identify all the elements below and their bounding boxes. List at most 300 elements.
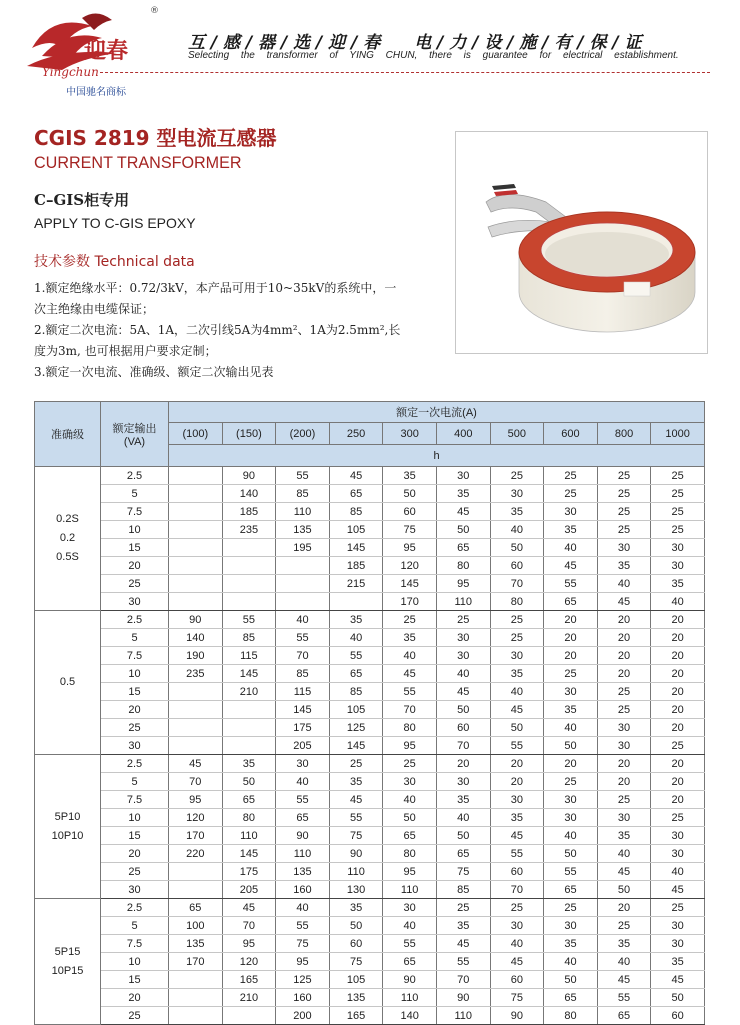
value-cell: 70 bbox=[222, 917, 276, 935]
value-cell: 20 bbox=[597, 647, 651, 665]
value-cell bbox=[169, 719, 223, 737]
value-cell: 25 bbox=[544, 899, 598, 917]
value-cell: 110 bbox=[276, 845, 330, 863]
value-cell: 185 bbox=[222, 503, 276, 521]
table-row bbox=[35, 1007, 705, 1025]
value-cell: 55 bbox=[276, 629, 330, 647]
value-cell bbox=[169, 863, 223, 881]
brand-subtitle: 中国驰名商标 bbox=[66, 87, 126, 98]
value-cell: 20 bbox=[544, 755, 598, 773]
value-cell: 35 bbox=[597, 935, 651, 953]
table-row bbox=[35, 935, 705, 953]
value-cell: 85 bbox=[436, 881, 490, 899]
value-cell: 25 bbox=[597, 683, 651, 701]
header-unit-h: h bbox=[169, 445, 705, 467]
value-cell: 40 bbox=[276, 899, 330, 917]
value-cell: 45 bbox=[383, 665, 437, 683]
value-cell: 55 bbox=[222, 611, 276, 629]
value-cell: 90 bbox=[329, 845, 383, 863]
value-cell: 135 bbox=[169, 935, 223, 953]
value-cell: 30 bbox=[276, 755, 330, 773]
value-cell: 110 bbox=[383, 881, 437, 899]
value-cell bbox=[169, 539, 223, 557]
value-cell: 50 bbox=[544, 971, 598, 989]
table-row bbox=[35, 971, 705, 989]
accuracy-class-cell bbox=[35, 611, 101, 755]
table-row bbox=[35, 647, 705, 665]
accuracy-class-label: 0.5S bbox=[56, 551, 79, 563]
table-row bbox=[35, 611, 705, 629]
value-cell: 85 bbox=[329, 683, 383, 701]
value-cell: 90 bbox=[222, 467, 276, 485]
value-cell: 105 bbox=[329, 521, 383, 539]
value-cell: 60 bbox=[329, 935, 383, 953]
value-cell: 60 bbox=[490, 863, 544, 881]
table-row bbox=[35, 773, 705, 791]
slogan-chinese: 互 / 感 / 器 / 选 / 迎 / 春 电 / 力 / 设 / 施 / 有 / 保 / 证 bbox=[188, 33, 642, 53]
value-cell: 35 bbox=[436, 485, 490, 503]
value-cell: 160 bbox=[276, 989, 330, 1007]
value-cell: 70 bbox=[490, 881, 544, 899]
value-cell: 100 bbox=[169, 917, 223, 935]
rated-output-cell: 25 bbox=[101, 575, 169, 593]
value-cell bbox=[169, 575, 223, 593]
value-cell: 175 bbox=[222, 863, 276, 881]
value-cell: 30 bbox=[651, 827, 705, 845]
value-cell: 65 bbox=[222, 791, 276, 809]
value-cell: 55 bbox=[329, 647, 383, 665]
value-cell: 35 bbox=[383, 467, 437, 485]
value-cell: 65 bbox=[436, 539, 490, 557]
value-cell: 40 bbox=[383, 791, 437, 809]
value-cell: 35 bbox=[436, 917, 490, 935]
value-cell: 45 bbox=[544, 557, 598, 575]
value-cell bbox=[169, 701, 223, 719]
value-cell: 145 bbox=[329, 539, 383, 557]
accuracy-class-label: 5P15 bbox=[54, 945, 81, 958]
value-cell: 170 bbox=[169, 953, 223, 971]
value-cell: 135 bbox=[329, 989, 383, 1007]
value-cell: 25 bbox=[436, 611, 490, 629]
brand-mark-text: 迎春 bbox=[84, 39, 129, 64]
value-cell: 30 bbox=[436, 773, 490, 791]
value-cell: 30 bbox=[597, 809, 651, 827]
value-cell: 35 bbox=[544, 701, 598, 719]
value-cell: 20 bbox=[597, 899, 651, 917]
rated-output-cell: 30 bbox=[101, 737, 169, 755]
value-cell: 25 bbox=[597, 791, 651, 809]
value-cell: 20 bbox=[651, 791, 705, 809]
value-cell: 110 bbox=[436, 593, 490, 611]
value-cell: 20 bbox=[651, 755, 705, 773]
value-cell: 170 bbox=[169, 827, 223, 845]
rated-output-cell: 15 bbox=[101, 971, 169, 989]
table-row bbox=[35, 629, 705, 647]
technical-data-heading: 技术参数 Technical data bbox=[34, 254, 195, 270]
value-cell: 35 bbox=[329, 899, 383, 917]
value-cell: 210 bbox=[222, 989, 276, 1007]
registered-mark: ® bbox=[150, 6, 159, 16]
value-cell: 25 bbox=[544, 665, 598, 683]
value-cell: 20 bbox=[597, 755, 651, 773]
value-cell: 165 bbox=[329, 1007, 383, 1025]
value-cell: 35 bbox=[383, 629, 437, 647]
value-cell: 140 bbox=[383, 1007, 437, 1025]
value-cell: 50 bbox=[544, 845, 598, 863]
header-rated-output-unit: (VA) bbox=[123, 436, 146, 448]
table-row bbox=[35, 827, 705, 845]
slogan-english: Selecting the transformer of YING CHUN, there is guarantee for electrical establishment. bbox=[188, 50, 679, 61]
rated-output-cell: 10 bbox=[101, 521, 169, 539]
apply-english: APPLY TO C-GIS EPOXY bbox=[34, 215, 196, 231]
rated-output-cell: 25 bbox=[101, 863, 169, 881]
value-cell: 140 bbox=[222, 485, 276, 503]
value-cell: 75 bbox=[329, 953, 383, 971]
accuracy-class-label: 0.2 bbox=[59, 532, 76, 544]
value-cell bbox=[169, 593, 223, 611]
product-title: CGIS 2819 型电流互感器 bbox=[34, 126, 277, 150]
value-cell: 30 bbox=[544, 917, 598, 935]
value-cell: 40 bbox=[383, 917, 437, 935]
brand-script-text: Yingchun bbox=[42, 65, 99, 79]
value-cell: 95 bbox=[276, 953, 330, 971]
value-cell bbox=[169, 881, 223, 899]
value-cell: 45 bbox=[222, 899, 276, 917]
value-cell: 25 bbox=[597, 917, 651, 935]
value-cell bbox=[276, 575, 330, 593]
value-cell: 30 bbox=[651, 845, 705, 863]
value-cell: 50 bbox=[436, 827, 490, 845]
value-cell: 65 bbox=[383, 827, 437, 845]
header-current-5: 400 bbox=[436, 423, 490, 445]
value-cell: 20 bbox=[597, 611, 651, 629]
value-cell: 80 bbox=[544, 1007, 598, 1025]
value-cell: 85 bbox=[276, 665, 330, 683]
value-cell: 40 bbox=[597, 845, 651, 863]
value-cell: 95 bbox=[383, 863, 437, 881]
value-cell bbox=[169, 1007, 223, 1025]
value-cell: 145 bbox=[222, 845, 276, 863]
value-cell: 40 bbox=[651, 593, 705, 611]
value-cell: 30 bbox=[490, 485, 544, 503]
table-row bbox=[35, 845, 705, 863]
rated-output-cell: 7.5 bbox=[101, 791, 169, 809]
value-cell: 140 bbox=[169, 629, 223, 647]
header-current-7: 600 bbox=[544, 423, 598, 445]
value-cell: 35 bbox=[436, 791, 490, 809]
header-rated-output bbox=[101, 402, 169, 467]
value-cell: 25 bbox=[597, 467, 651, 485]
value-cell bbox=[329, 593, 383, 611]
value-cell: 20 bbox=[544, 629, 598, 647]
value-cell: 50 bbox=[544, 737, 598, 755]
value-cell: 30 bbox=[490, 647, 544, 665]
table-row bbox=[35, 521, 705, 539]
value-cell: 25 bbox=[490, 611, 544, 629]
value-cell: 25 bbox=[597, 503, 651, 521]
value-cell: 45 bbox=[597, 863, 651, 881]
value-cell: 190 bbox=[169, 647, 223, 665]
value-cell: 65 bbox=[169, 899, 223, 917]
apply-chinese: C–GIS柜专用 bbox=[34, 191, 130, 209]
value-cell: 20 bbox=[597, 629, 651, 647]
value-cell: 25 bbox=[651, 737, 705, 755]
value-cell: 145 bbox=[222, 665, 276, 683]
value-cell: 70 bbox=[436, 971, 490, 989]
value-cell: 35 bbox=[490, 809, 544, 827]
value-cell bbox=[276, 593, 330, 611]
value-cell: 30 bbox=[383, 773, 437, 791]
value-cell: 25 bbox=[597, 485, 651, 503]
value-cell: 30 bbox=[651, 935, 705, 953]
value-cell: 75 bbox=[329, 827, 383, 845]
value-cell: 30 bbox=[490, 917, 544, 935]
value-cell: 25 bbox=[490, 629, 544, 647]
value-cell: 45 bbox=[651, 881, 705, 899]
value-cell: 20 bbox=[544, 611, 598, 629]
value-cell: 50 bbox=[651, 989, 705, 1007]
value-cell: 30 bbox=[490, 791, 544, 809]
value-cell: 80 bbox=[383, 719, 437, 737]
value-cell: 25 bbox=[651, 899, 705, 917]
value-cell: 130 bbox=[329, 881, 383, 899]
value-cell: 55 bbox=[383, 935, 437, 953]
value-cell bbox=[169, 683, 223, 701]
value-cell: 40 bbox=[276, 773, 330, 791]
value-cell: 40 bbox=[544, 827, 598, 845]
value-cell: 70 bbox=[490, 575, 544, 593]
rated-output-cell: 20 bbox=[101, 989, 169, 1007]
value-cell: 40 bbox=[544, 719, 598, 737]
rated-output-cell: 2.5 bbox=[101, 467, 169, 485]
value-cell: 145 bbox=[383, 575, 437, 593]
value-cell: 85 bbox=[222, 629, 276, 647]
value-cell: 90 bbox=[276, 827, 330, 845]
accuracy-class-cell bbox=[35, 899, 101, 1025]
header-rated-primary-current: 额定一次电流(A) bbox=[169, 402, 705, 423]
value-cell: 120 bbox=[169, 809, 223, 827]
value-cell: 50 bbox=[222, 773, 276, 791]
value-cell: 55 bbox=[276, 791, 330, 809]
value-cell: 175 bbox=[276, 719, 330, 737]
value-cell: 215 bbox=[329, 575, 383, 593]
value-cell: 50 bbox=[436, 701, 490, 719]
value-cell bbox=[276, 557, 330, 575]
value-cell: 115 bbox=[276, 683, 330, 701]
rated-output-cell: 10 bbox=[101, 809, 169, 827]
value-cell: 110 bbox=[383, 989, 437, 1007]
table-row bbox=[35, 665, 705, 683]
product-photo bbox=[455, 131, 708, 354]
value-cell: 40 bbox=[329, 629, 383, 647]
value-cell: 30 bbox=[544, 503, 598, 521]
value-cell: 45 bbox=[651, 971, 705, 989]
value-cell bbox=[169, 467, 223, 485]
value-cell: 30 bbox=[544, 791, 598, 809]
value-cell: 75 bbox=[383, 521, 437, 539]
value-cell: 95 bbox=[436, 575, 490, 593]
value-cell: 80 bbox=[222, 809, 276, 827]
value-cell: 40 bbox=[544, 953, 598, 971]
value-cell: 30 bbox=[651, 917, 705, 935]
rated-output-cell: 30 bbox=[101, 593, 169, 611]
accuracy-class-label: 0.2S bbox=[56, 513, 79, 525]
value-cell bbox=[169, 521, 223, 539]
value-cell: 170 bbox=[383, 593, 437, 611]
value-cell: 25 bbox=[651, 809, 705, 827]
value-cell: 35 bbox=[490, 503, 544, 521]
value-cell: 30 bbox=[597, 539, 651, 557]
rated-output-cell: 10 bbox=[101, 665, 169, 683]
value-cell: 60 bbox=[383, 503, 437, 521]
value-cell: 70 bbox=[436, 737, 490, 755]
header-current-2: (200) bbox=[276, 423, 330, 445]
product-subtitle: CURRENT TRANSFORMER bbox=[34, 153, 242, 172]
value-cell: 25 bbox=[490, 467, 544, 485]
value-cell bbox=[222, 575, 276, 593]
value-cell: 30 bbox=[436, 467, 490, 485]
value-cell: 235 bbox=[222, 521, 276, 539]
header-current-1: (150) bbox=[222, 423, 276, 445]
value-cell: 30 bbox=[436, 629, 490, 647]
header-current-3: 250 bbox=[329, 423, 383, 445]
value-cell bbox=[222, 593, 276, 611]
value-cell: 30 bbox=[544, 683, 598, 701]
value-cell: 50 bbox=[597, 881, 651, 899]
value-cell: 30 bbox=[383, 899, 437, 917]
tech-line-5: 3.额定一次电流、准确级、额定二次输出见表 bbox=[34, 365, 274, 379]
accuracy-class-label: 10P10 bbox=[51, 829, 84, 842]
value-cell: 65 bbox=[329, 665, 383, 683]
value-cell: 30 bbox=[597, 719, 651, 737]
value-cell: 80 bbox=[436, 557, 490, 575]
value-cell: 50 bbox=[383, 485, 437, 503]
value-cell bbox=[222, 737, 276, 755]
table-row bbox=[35, 737, 705, 755]
value-cell: 25 bbox=[651, 521, 705, 539]
value-cell: 45 bbox=[490, 701, 544, 719]
header-current-9: 1000 bbox=[651, 423, 705, 445]
value-cell bbox=[169, 737, 223, 755]
value-cell: 45 bbox=[329, 791, 383, 809]
value-cell: 50 bbox=[383, 809, 437, 827]
value-cell: 75 bbox=[490, 989, 544, 1007]
value-cell: 55 bbox=[544, 575, 598, 593]
value-cell: 25 bbox=[651, 503, 705, 521]
header-rated-output-label: 额定输出 bbox=[112, 423, 157, 435]
value-cell: 40 bbox=[436, 665, 490, 683]
value-cell: 40 bbox=[490, 683, 544, 701]
table-row bbox=[35, 557, 705, 575]
table-row bbox=[35, 917, 705, 935]
rated-output-cell: 7.5 bbox=[101, 647, 169, 665]
brand-logo bbox=[22, 8, 172, 86]
value-cell: 20 bbox=[651, 647, 705, 665]
value-cell: 40 bbox=[651, 863, 705, 881]
table-row bbox=[35, 575, 705, 593]
table-row bbox=[35, 791, 705, 809]
value-cell: 45 bbox=[597, 971, 651, 989]
table-row bbox=[35, 539, 705, 557]
value-cell: 40 bbox=[490, 521, 544, 539]
value-cell: 220 bbox=[169, 845, 223, 863]
tech-line-1: 1.额定绝缘水平：0.72/3kV，本产品可用于10~35kV的系统中，一 bbox=[34, 281, 397, 295]
value-cell: 90 bbox=[490, 1007, 544, 1025]
value-cell: 55 bbox=[597, 989, 651, 1007]
value-cell: 30 bbox=[651, 539, 705, 557]
value-cell: 20 bbox=[436, 755, 490, 773]
value-cell: 110 bbox=[276, 503, 330, 521]
value-cell: 65 bbox=[544, 881, 598, 899]
value-cell: 205 bbox=[276, 737, 330, 755]
rated-output-cell: 7.5 bbox=[101, 935, 169, 953]
rated-output-cell: 20 bbox=[101, 557, 169, 575]
value-cell: 210 bbox=[222, 683, 276, 701]
rated-output-cell: 15 bbox=[101, 539, 169, 557]
table-row bbox=[35, 719, 705, 737]
value-cell: 25 bbox=[544, 773, 598, 791]
value-cell: 40 bbox=[544, 539, 598, 557]
value-cell: 105 bbox=[329, 701, 383, 719]
value-cell: 60 bbox=[490, 971, 544, 989]
value-cell: 185 bbox=[329, 557, 383, 575]
header-divider bbox=[100, 72, 710, 73]
value-cell: 20 bbox=[651, 719, 705, 737]
value-cell: 45 bbox=[490, 827, 544, 845]
value-cell: 35 bbox=[597, 557, 651, 575]
value-cell: 25 bbox=[597, 521, 651, 539]
table-row bbox=[35, 899, 705, 917]
value-cell: 25 bbox=[383, 611, 437, 629]
value-cell: 45 bbox=[490, 953, 544, 971]
table-row bbox=[35, 701, 705, 719]
value-cell: 55 bbox=[544, 863, 598, 881]
value-cell: 20 bbox=[490, 773, 544, 791]
table-row bbox=[35, 467, 705, 485]
rated-output-cell: 5 bbox=[101, 917, 169, 935]
value-cell bbox=[169, 971, 223, 989]
value-cell: 25 bbox=[490, 899, 544, 917]
value-cell: 80 bbox=[383, 845, 437, 863]
value-cell: 75 bbox=[276, 935, 330, 953]
value-cell: 25 bbox=[383, 755, 437, 773]
value-cell: 25 bbox=[597, 701, 651, 719]
tech-line-4: 度为3m, 也可根据用户要求定制； bbox=[34, 344, 217, 358]
value-cell: 35 bbox=[329, 611, 383, 629]
value-cell: 90 bbox=[436, 989, 490, 1007]
value-cell: 35 bbox=[222, 755, 276, 773]
value-cell bbox=[169, 557, 223, 575]
value-cell: 195 bbox=[276, 539, 330, 557]
value-cell: 20 bbox=[651, 683, 705, 701]
accuracy-class-label: 5P10 bbox=[54, 810, 81, 823]
table-row bbox=[35, 593, 705, 611]
value-cell: 55 bbox=[276, 917, 330, 935]
table-row bbox=[35, 755, 705, 773]
rated-output-cell: 30 bbox=[101, 881, 169, 899]
value-cell: 65 bbox=[597, 1007, 651, 1025]
value-cell: 40 bbox=[383, 647, 437, 665]
value-cell: 35 bbox=[651, 953, 705, 971]
spec-table bbox=[34, 401, 705, 1025]
value-cell: 135 bbox=[276, 863, 330, 881]
value-cell: 90 bbox=[169, 611, 223, 629]
value-cell: 25 bbox=[544, 485, 598, 503]
value-cell: 165 bbox=[222, 971, 276, 989]
value-cell: 105 bbox=[329, 971, 383, 989]
value-cell: 35 bbox=[490, 665, 544, 683]
value-cell: 95 bbox=[383, 737, 437, 755]
